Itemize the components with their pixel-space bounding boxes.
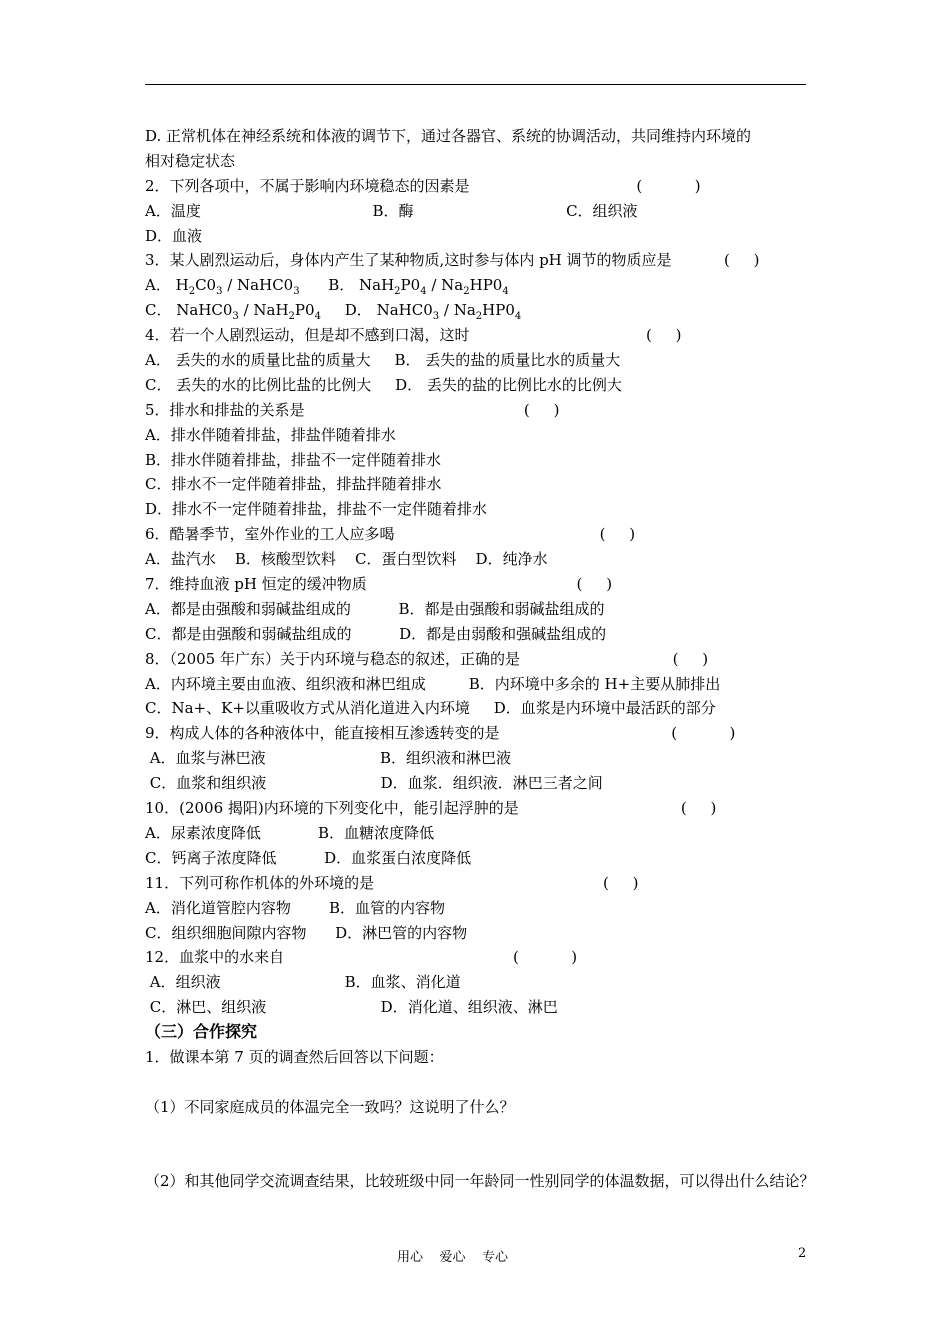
q5-option-c: C．排水不一定伴随着排盐，排盐拌随着排水: [145, 475, 442, 494]
answer-space: [145, 1120, 815, 1170]
document-body: [145, 124, 815, 1194]
q3-stem: 3．某人剧烈运动后，身体内产生了某种物质,这时参与体内 pH 调节的物质应是 ( ): [145, 251, 760, 270]
q11-options-cd: C．组织细胞间隙内容物 D．淋巴管的内容物: [145, 923, 468, 942]
q1-option-d-line1: D. 正常机体在神经系统和体液的调节下，通过各器官、系统的协调活动，共同维持内环境的: [145, 127, 752, 145]
header-rule: [145, 84, 806, 85]
explore-subquestion-1: （1）不同家庭成员的体温完全一致吗？这说明了什么？: [145, 1097, 515, 1116]
page-number: 2: [798, 1246, 807, 1261]
q8-stem: 8．（2005 年广东）关于内环境与稳态的叙述，正确的是 ( ): [145, 649, 709, 668]
q10-stem: 10．(2006 揭阳)内环境的下列变化中，能引起浮肿的是 ( ): [145, 799, 717, 818]
q10-options-cd: C．钙离子浓度降低 D．血浆蛋白浓度降低: [145, 848, 472, 867]
section-heading: （三）合作探究: [145, 1022, 258, 1042]
q12-options-cd: C．淋巴、组织液 D．消化道、组织液、淋巴: [145, 998, 558, 1017]
q9-options-ab: A．血浆与淋巴液 B．组织液和淋巴液: [145, 749, 512, 768]
q6-stem: 6．酷暑季节，室外作业的工人应多喝 ( ): [145, 525, 636, 544]
q2-option-d: D．血液: [145, 226, 203, 245]
q4-options-ab: A． 丢失的水的质量比盐的质量大 B． 丢失的盐的质量比水的质量大: [145, 351, 621, 370]
q6-options: A．盐汽水 B．核酸型饮料 C．蛋白型饮料 D．纯净水: [145, 550, 548, 569]
q8-options-ab: A．内环境主要由血液、组织液和淋巴组成 B．内环境中多余的 H+主要从肺排出: [145, 674, 721, 693]
answer-space: [145, 1070, 815, 1095]
q9-options-cd: C．血浆和组织液 D．血浆．组织液．淋巴三者之间: [145, 774, 603, 793]
q4-options-cd: C． 丢失的水的比例比盐的比例大 D． 丢失的盐的比例比水的比例大: [145, 375, 622, 394]
q5-option-d: D．排水不一定伴随着排盐，排盐不一定伴随着排水: [145, 500, 488, 519]
q1-option-d-line2: 相对稳定状态: [145, 151, 236, 170]
q12-options-ab: A．组织液 B．血浆、消化道: [145, 973, 461, 992]
q5-stem: 5．排水和排盐的关系是 ( ): [145, 400, 560, 419]
q7-options-ab: A．都是由强酸和弱碱盐组成的 B．都是由强酸和弱碱盐组成的: [145, 599, 605, 618]
explore-subquestion-2: （2）和其他同学交流调查结果，比较班级中同一年龄同一性别同学的体温数据，可以得出什么结论？: [145, 1172, 815, 1191]
q9-stem: 9．构成人体的各种液体中，能直接相互渗透转变的是 ( ): [145, 724, 736, 743]
q2-stem: 2．下列各项中，不属于影响内环境稳态的因素是 ( ): [145, 176, 701, 195]
q12-stem: 12．血浆中的水来自 ( ): [145, 948, 578, 967]
q11-stem: 11．下列可称作机体的外环境的是 ( ): [145, 873, 639, 892]
q10-options-ab: A．尿素浓度降低 B．血糖浓度降低: [145, 823, 435, 842]
q4-stem: 4．若一个人剧烈运动，但是却不感到口渴，这时 ( ): [145, 326, 682, 345]
q7-stem: 7．维持血液 pH 恒定的缓冲物质 ( ): [145, 575, 613, 594]
q5-option-a: A．排水伴随着排盐，排盐伴随着排水: [145, 425, 396, 444]
q3-options-ab: A． $H_2C0_3$ / $NaHC0_3$ B． $NaH_2P0_4 / Na_2HP0_4$: [145, 276, 509, 298]
q2-options-abc: A．温度 B．酶 C．组织液: [145, 201, 638, 220]
q8-options-cd: C．Na+、K+以重吸收方式从消化道进入内环境 D．血浆是内环境中最活跃的部分: [145, 699, 716, 718]
q11-options-ab: A．消化道管腔内容物 B．血管的内容物: [145, 898, 446, 917]
q3-options-cd: C． $NaHC0_3 / NaH_2P0_4$ D． $NaHC0_3 / Na_2HP0_4$: [145, 301, 522, 323]
q7-options-cd: C．都是由强酸和弱碱盐组成的 D．都是由弱酸和强碱盐组成的: [145, 624, 607, 643]
q5-option-b: B．排水伴随着排盐，排盐不一定伴随着排水: [145, 450, 442, 469]
footer-motto: 用心 爱心 专心: [397, 1250, 509, 1265]
explore-question-1: 1．做课本第 7 页的调查然后回答以下问题：: [145, 1047, 444, 1066]
